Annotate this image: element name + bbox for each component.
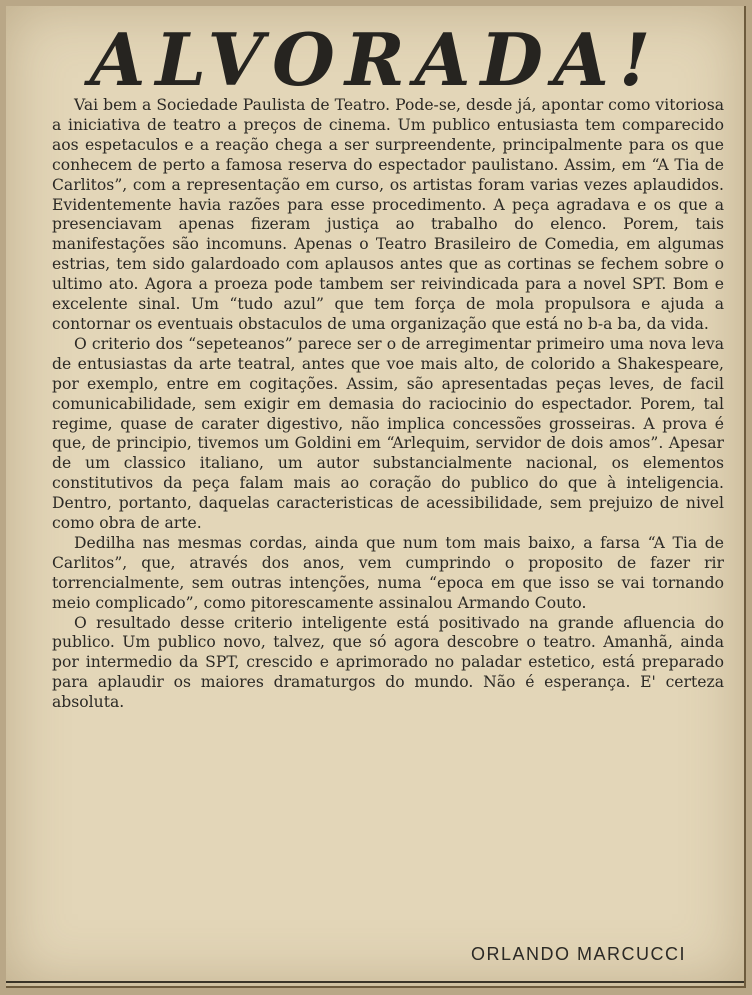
article-paragraph-4: O resultado desse criterio inteligente está positivado na grande afluencia do publico. Um publico novo, talvez, que só agora descobre o teatro. Amanhã, ainda por intermedio da SPT, crescido e aprimorado no paladar estetico, está preparado para aplaudir os maiores dramaturgos do mundo. Não é esperança. E' certeza absoluta. — [52, 613, 724, 712]
bottom-rule — [6, 981, 744, 983]
article-paragraph-3: Dedilha nas mesmas cordas, ainda que num tom mais baixo, a farsa “A Tia de Carlitos”, que, através dos anos, vem cumprindo o proposito de fazer rir torrencialmente, sem outras intenções, numa “epoca em que isso se vai tornando meio complicado”, como pitorescamente assinalou Armando Couto. — [52, 533, 724, 612]
article-byline: ORLANDO MARCUCCI — [470, 944, 686, 964]
article-title: ALVORADA! — [89, 17, 661, 102]
article-body — [52, 96, 724, 713]
newspaper-clipping — [6, 6, 746, 988]
article-paragraph-2: O criterio dos “sepeteanos” parece ser o de arregimentar primeiro uma nova leva de entusiastas da arte teatral, antes que voe mais alto, de colorido a Shakespeare, por exemplo, entre em cogitações. Assim, são apresentadas peças leves, de facil comunicabilidade, sem exigir em demasia do raciocinio do espectador. Porem, tal regime, quase de carater digestivo, não implica concessões grosseiras. A prova é que, de principio, tivemos um Goldini em “Arlequim, servidor de dois amos”. Apesar de um classico italiano, um autor substancialmente nacional, os elementos constitutivos da peça falam mais ao coração do publico do que à inteligencia. Dentro, portanto, daquelas caracteristicas de acessibilidade, sem prejuizo de nivel como obra de arte. — [52, 334, 724, 533]
article-paragraph-1: Vai bem a Sociedade Paulista de Teatro. Pode-se, desde já, apontar como vitoriosa a iniciativa de teatro a preços de cinema. Um publico entusiasta tem comparecido aos espetaculos e a reação chega a ser surpreendente, principalmente para os que conhecem de perto a famosa reserva do espectador paulistano. Assim, em “A Tia de Carlitos”, com a representação em curso, os artistas foram varias vezes aplaudidos. Evidentemente havia razões para esse procedimento. A peça agradava e os que a presenciavam apenas fizeram justiça ao trabalho do elenco. Porem, tais manifestações são incomuns. Apenas o Teatro Brasileiro de Comedia, em algumas estrias, tem sido galardoado com aplausos antes que as cortinas se fechem sobre o ultimo ato. Agora a proeza pode tambem ser reivindicada para a novel SPT. Bom e excelente sinal. Um “tudo azul” que tem força de mola propulsora e ajuda a contornar os eventuais obstaculos de uma organização que está no b-a ba, da vida. — [52, 96, 724, 333]
